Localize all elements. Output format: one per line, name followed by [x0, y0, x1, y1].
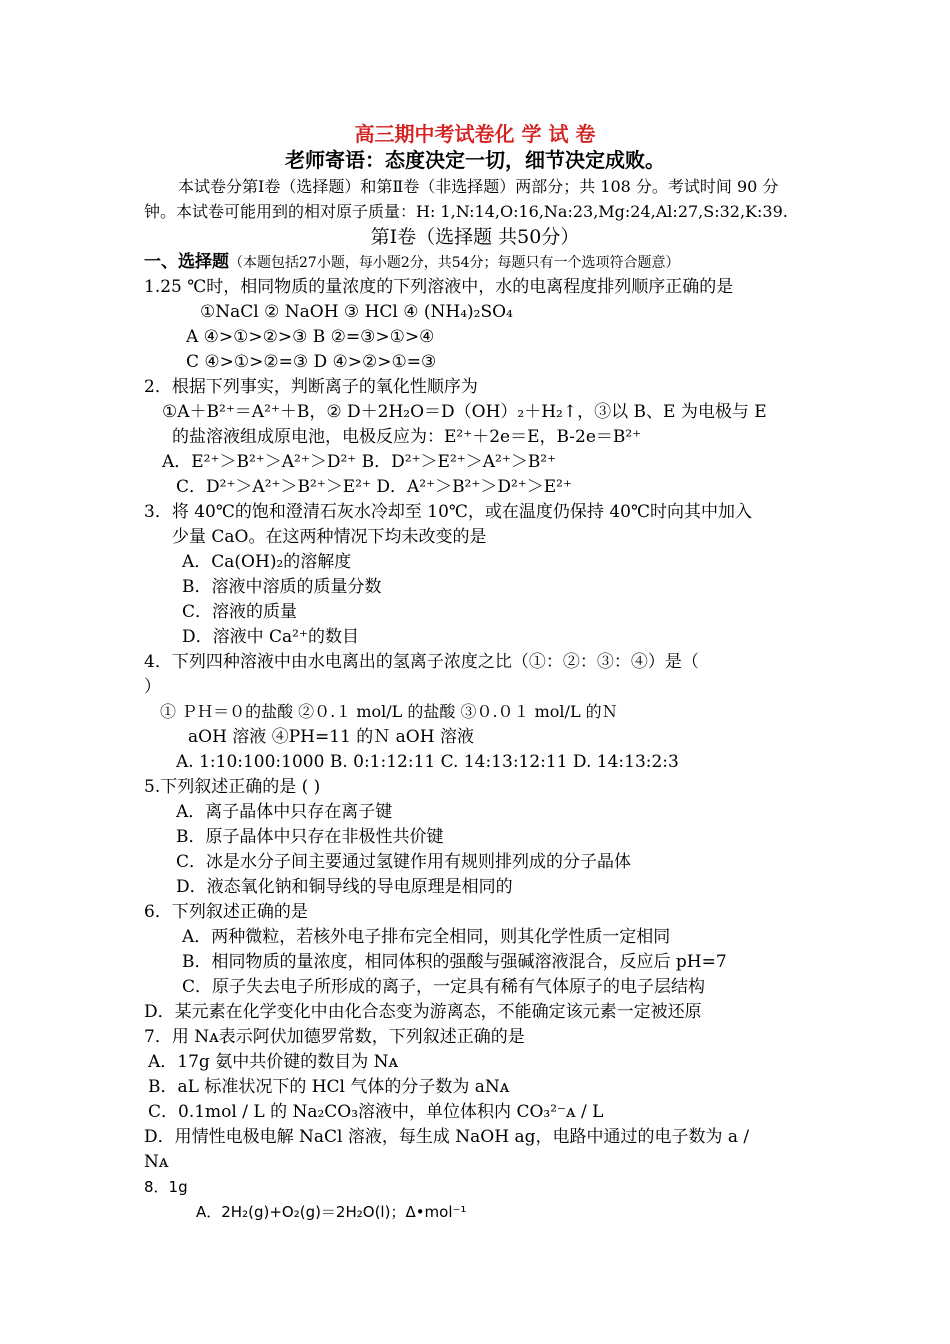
q3-option-d: D．溶液中 Ca²⁺的数目: [182, 627, 359, 647]
section1-label: 一、选择题: [144, 252, 229, 272]
q5-stem: 5.下列叙述正确的是 ( ): [144, 777, 321, 797]
q3-option-c: C．溶液的质量: [182, 602, 298, 622]
intro-line-1: 本试卷分第Ⅰ卷（选择题）和第Ⅱ卷（非选择题）两部分；共 108 分。考试时间 90 分: [178, 177, 779, 196]
q5-option-b: B．原子晶体中只存在非极性共价键: [176, 827, 444, 847]
q5-option-a: A．离子晶体中只存在离子键: [176, 802, 393, 822]
q1-stem: 1.25 ℃时，相同物质的量浓度的下列溶液中，水的电离程度排列顺序正确的是: [144, 277, 734, 297]
section1-heading: [144, 250, 680, 275]
q1-items: ①NaCl ② NaOH ③ HCl ④ (NH₄)₂SO₄: [200, 302, 513, 322]
q5-option-d: D．液态氧化钠和铜导线的导电原理是相同的: [176, 877, 513, 897]
section1-note: （本题包括27小题，每小题2分，共54分；每题只有一个选项符合题意）: [229, 255, 680, 271]
q4-stem-end: ）: [144, 677, 161, 697]
intro-line-2: 钟。本试卷可能用到的相对原子质量：H: 1,N:14,O:16,Na:23,Mg:24,Al:27,S:32,K:39.: [144, 202, 788, 221]
q7-option-d: D．用情性电极电解 NaCl 溶液，每生成 NaOH ag，电路中通过的电子数为 a /: [144, 1127, 750, 1147]
q2-options-ab: A．E²⁺＞B²⁺＞A²⁺＞D²⁺ B．D²⁺＞E²⁺＞A²⁺＞B²⁺: [162, 452, 557, 472]
q7-option-c: C．0.1mol / L 的 Na₂CO₃溶液中，单位体积内 CO₃²⁻ᴀ / L: [148, 1102, 604, 1122]
q6-option-a: A．两种微粒，若核外电子排布完全相同，则其化学性质一定相同: [182, 927, 671, 947]
q4-stem: 4．下列四种溶液中由水电离出的氢离子浓度之比（①：②：③：④）是（: [144, 652, 699, 672]
q7-option-a: A．17g 氨中共价键的数目为 Nᴀ: [148, 1052, 399, 1072]
q2-options-cd: C．D²⁺＞A²⁺＞B²⁺＞E²⁺ D．A²⁺＞B²⁺＞D²⁺＞E²⁺: [176, 477, 572, 497]
q7-option-b: B．aL 标准状况下的 HCl 气体的分子数为 aNᴀ: [148, 1077, 510, 1097]
q8-stem: 8．1g: [144, 1178, 188, 1196]
q6-option-b: B．相同物质的量浓度，相同体积的强酸与强碱溶液混合，反应后 pH=7: [182, 952, 727, 972]
q4-items-1: ① ＰＨ＝０的盐酸 ②０.１ mol/L 的盐酸 ③０.０１ mol/L 的Ｎ: [160, 702, 618, 721]
q3-option-b: B．溶液中溶质的质量分数: [182, 577, 382, 597]
q7-stem: 7．用 Nᴀ表示阿伏加德罗常数，下列叙述正确的是: [144, 1027, 525, 1047]
q8-option-a: A．2H₂(g)+O₂(g)＝2H₂O(l)；Δ•mol⁻¹: [196, 1203, 467, 1221]
q7-option-d-cont: Nᴀ: [144, 1152, 169, 1172]
q2-facts-2: 的盐溶液组成原电池，电极反应为：E²⁺＋2e＝E，B-2e＝B²⁺: [172, 427, 642, 447]
q1-options-cd: C ④>①>②=③ D ④>②>①=③: [186, 352, 437, 372]
q3-stem-1: 3．将 40℃的饱和澄清石灰水冷却至 10℃，或在温度仍保持 40℃时向其中加入: [144, 502, 752, 522]
q6-option-c: C．原子失去电子所形成的离子，一定具有稀有气体原子的电子层结构: [182, 977, 706, 997]
q5-option-c: C．冰是水分子间主要通过氢键作用有规则排列成的分子晶体: [176, 852, 632, 872]
q3-stem-2: 少量 CaO。在这两种情况下均未改变的是: [172, 527, 487, 547]
teacher-motto: 老师寄语：态度决定一切，细节决定成败。: [285, 148, 665, 172]
q1-options-ab: A ④>①>②>③ B ②=③>①>④: [186, 327, 435, 347]
q4-items-2: aOH 溶液 ④PH=11 的Ｎ aOH 溶液: [188, 727, 474, 747]
q3-option-a: A．Ca(OH)₂的溶解度: [182, 552, 352, 572]
q6-option-d: D．某元素在化学变化中由化合态变为游离态，不能确定该元素一定被还原: [144, 1002, 702, 1022]
exam-title: 高三期中考试卷化 学 试 卷: [354, 122, 596, 146]
q4-options: A. 1:10:100:1000 B. 0:1:12:11 C. 14:13:12:11 D. 14:13:2:3: [176, 752, 679, 772]
q2-stem: 2．根据下列事实，判断离子的氧化性顺序为: [144, 377, 478, 397]
q6-stem: 6．下列叙述正确的是: [144, 902, 308, 922]
part1-heading: 第Ⅰ卷（选择题 共50分）: [370, 226, 580, 248]
q2-facts-1: ①A＋B²⁺＝A²⁺＋B，② D＋2H₂O＝D（OH）₂＋H₂↑，③以 B、E 为电极与 E: [162, 402, 767, 422]
